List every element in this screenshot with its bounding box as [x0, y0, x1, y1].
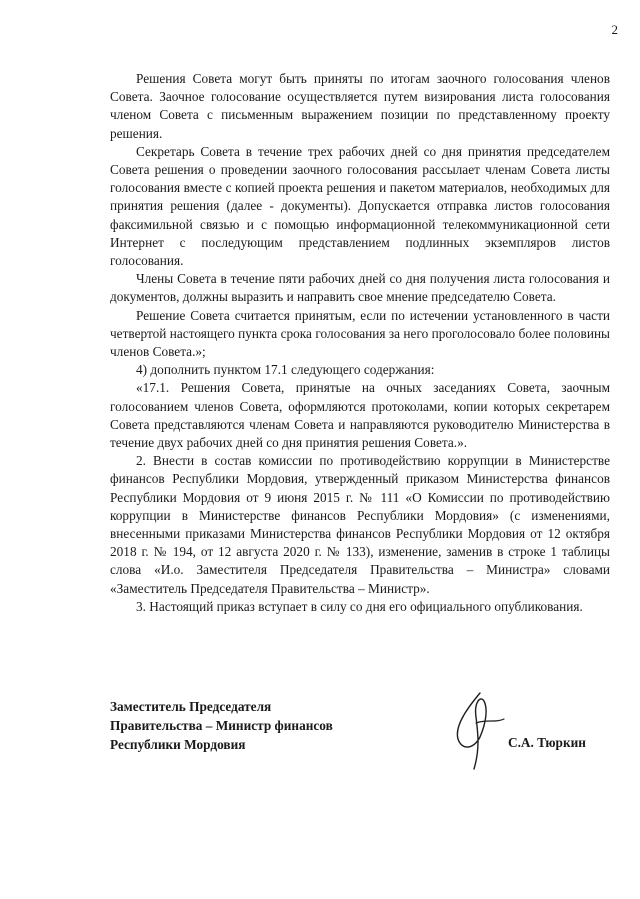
- paragraph-item-17-1: «17.1. Решения Совета, принятые на очных заседаниях Совета, заочным голосованием членов Совета, оформляются протоколами, копии которых секретарем Совета представляются членам Совета и направляются руководителю Министерства в течение двух рабочих дней со дня принятия решения Совета.».: [110, 380, 610, 451]
- paragraph-absentee-voting: Решения Совета могут быть приняты по итогам заочного голосования членов Совета. Заочное голосование осуществляется путем визирования листа голосования членом Совета с письменным выражением позиции по представленному проекту решения.: [110, 71, 610, 141]
- signatory-position-line: Правительства – Министр финансов: [110, 718, 333, 733]
- page-number: 2: [611, 22, 618, 37]
- signatory-position: [110, 697, 333, 754]
- paragraph-secretary-duties: Секретарь Совета в течение трех рабочих дней со дня принятия председателем Совета решения о проведении заочного голосования рассылает членам Совета листы голосования вместе с копией проекта решения и пакетом материалов, необходимых для принятия решения (далее - документы). Допускается отправка листов голосования факсимильной связью и с помощью информационной телекоммуникационной сети Интернет с последующим представлением подлинных экземпляров листов голосования.: [110, 143, 610, 269]
- paragraph-decision-adopted: Решение Совета считается принятым, если по истечении установленного в части четвертой настоящего пункта срока голосования за него проголосовало более половины членов Совета.»;: [110, 307, 610, 360]
- paragraph-item-3-effective: 3. Настоящий приказ вступает в силу со дня его официального опубликования.: [136, 598, 583, 614]
- signatory-position-line: Республики Мордовия: [110, 737, 246, 752]
- paragraph-item-2-commission: 2. Внести в состав комиссии по противодействию коррупции в Министерстве финансов Республики Мордовия, утвержденный приказом Министерства финансов Республики Мордовия от 9 июня 2015 г. № 111 «О Комиссии по противодействию коррупции в Министерстве финансов Республики Мордовия» (с изменениями, внесенными приказами Министерства финансов Республики Мордовия от 12 октября 2018 г. № 194, от 12 августа 2020 г. № 133), изменение, заменив в строке 1 таблицы слова «И.о. Заместителя Председателя Правительства – Министра» словами «Заместитель Председателя Правительства – Министр».: [110, 453, 610, 596]
- document-body: [110, 70, 610, 616]
- handwritten-signature: [440, 683, 512, 773]
- paragraph-item-4: 4) дополнить пунктом 17.1 следующего содержания:: [136, 362, 435, 378]
- signatory-position-line: Заместитель Председателя: [110, 699, 272, 714]
- signatory-name: С.А. Тюркин: [508, 735, 586, 750]
- paragraph-members-response: Члены Совета в течение пяти рабочих дней со дня получения листа голосования и документов, должны выразить и направить свое мнение председателю Совета.: [110, 271, 610, 305]
